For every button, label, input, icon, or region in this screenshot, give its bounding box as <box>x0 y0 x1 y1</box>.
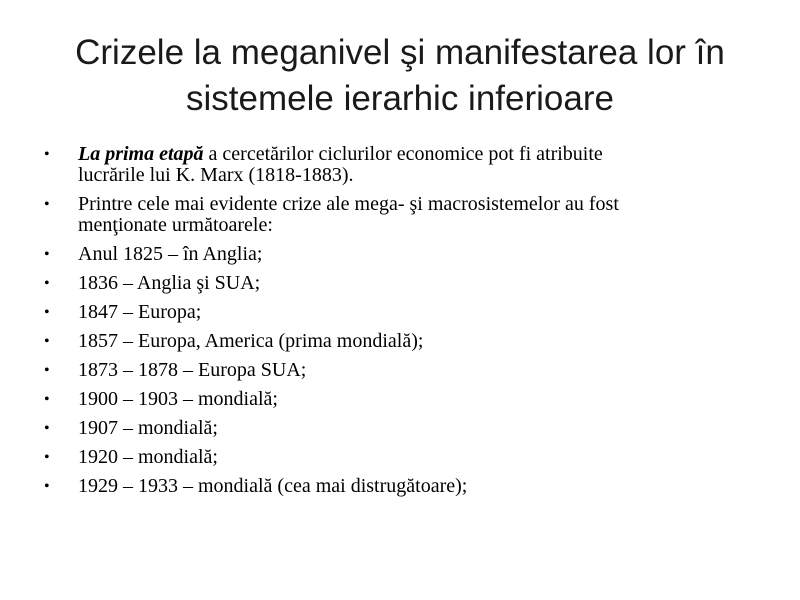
list-item-text: 1920 – mondială; <box>78 446 218 468</box>
list-item <box>40 194 760 236</box>
bullet-icon: • <box>44 333 50 350</box>
title-line-1: Crizele la meganivel şi manifestarea lor în <box>75 33 725 72</box>
list-item <box>40 144 760 186</box>
list-item-text: 1847 – Europa; <box>78 301 202 323</box>
list-item-line: Printre cele mai evidente crize ale mega- şi macrosistemelor au fost <box>78 193 619 215</box>
list-item <box>40 244 760 265</box>
list-item-text-rest: a cercetărilor ciclurilor economice pot fi atribuite <box>203 143 603 165</box>
bullet-icon: • <box>44 196 50 213</box>
list-item <box>40 360 760 381</box>
list-item-text: 1900 – 1903 – mondială; <box>78 388 278 410</box>
title-line-2: sistemele ierarhic inferioare <box>186 79 614 118</box>
list-item <box>40 331 760 352</box>
list-item-text: 1836 – Anglia şi SUA; <box>78 272 261 294</box>
bullet-icon: • <box>44 449 50 466</box>
slide-title <box>40 30 760 122</box>
bullet-icon: • <box>44 391 50 408</box>
list-item-text <box>78 194 760 236</box>
list-item <box>40 302 760 323</box>
bullet-icon: • <box>44 246 50 263</box>
bullet-list <box>40 144 760 505</box>
list-item-text: 1929 – 1933 – mondială (cea mai distrugătoare); <box>78 475 468 497</box>
list-item-text: 1857 – Europa, America (prima mondială); <box>78 330 424 352</box>
bullet-icon: • <box>44 478 50 495</box>
list-item-text: Anul 1825 – în Anglia; <box>78 243 263 265</box>
list-item-text <box>78 144 760 186</box>
bullet-icon: • <box>44 275 50 292</box>
list-item-text: 1873 – 1878 – Europa SUA; <box>78 359 307 381</box>
bullet-icon: • <box>44 304 50 321</box>
list-item <box>40 447 760 468</box>
list-item-text: 1907 – mondială; <box>78 417 218 439</box>
list-item <box>40 418 760 439</box>
list-item-line: lucrările lui K. Marx (1818-1883). <box>78 164 354 186</box>
bullet-icon: • <box>44 420 50 437</box>
bullet-icon: • <box>44 362 50 379</box>
bullet-icon: • <box>44 146 50 163</box>
list-item-line <box>78 144 760 165</box>
list-item-line: menţionate următoarele: <box>78 214 273 236</box>
list-item <box>40 389 760 410</box>
emphasis-text: La prima etapă <box>78 143 204 165</box>
list-item <box>40 273 760 294</box>
list-item <box>40 476 760 497</box>
